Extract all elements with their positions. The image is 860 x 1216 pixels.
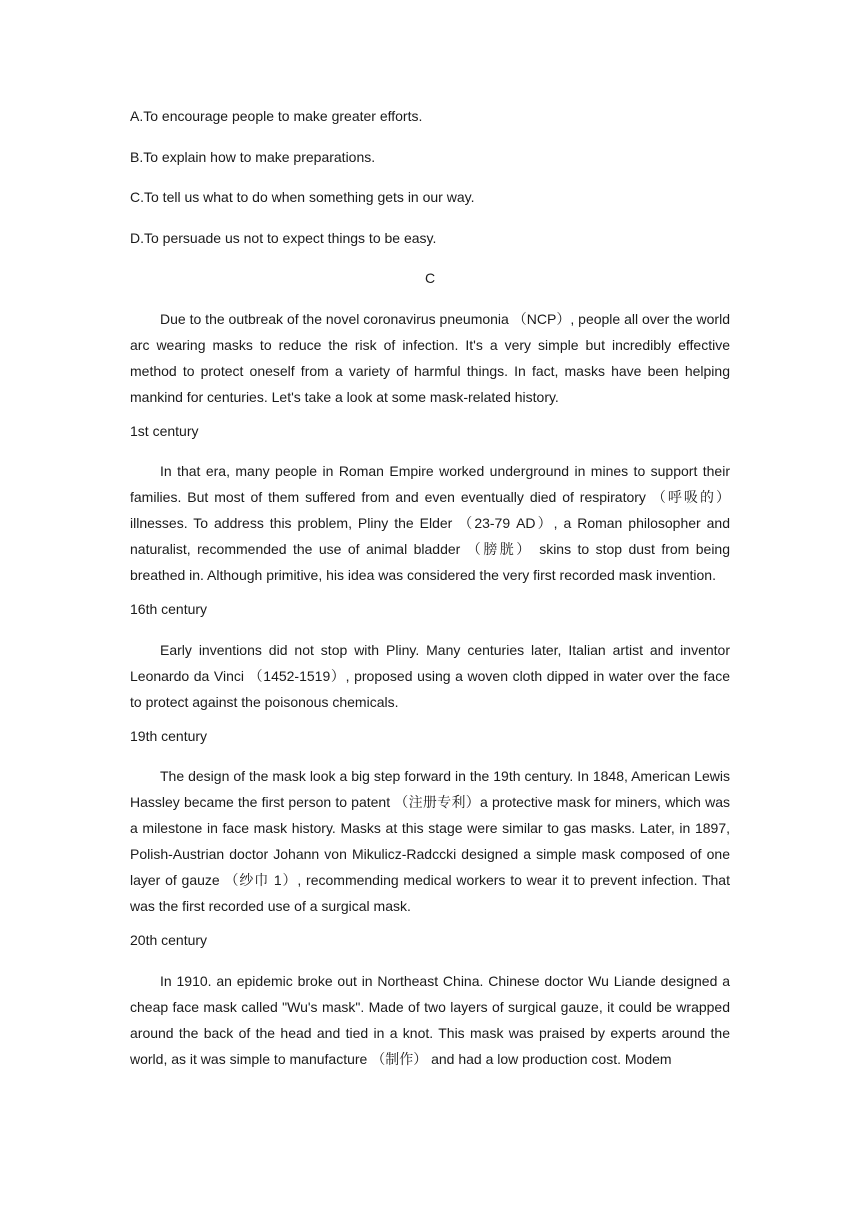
section-paragraph-19th-century: The design of the mask look a big step forward in the 19th century. In 1848, American Lewis Hassley became the first person to patent （注册专利）a protective mask for miners, which was a milestone in face mask history. Masks at this stage were similar to gas masks. Later, in 1897, Polish-Austrian doctor Johann von Mikulicz-Radccki designed a simple mask composed of one layer of gauze （纱巾 1）, recommending medical workers to wear it to prevent infection. That was the first recorded use of a surgical mask. [130, 768, 730, 914]
section-heading-19th-century: 19th century [130, 727, 208, 744]
answer-option-b: B.To explain how to make preparations. [130, 148, 376, 165]
section-paragraph-20th-century: In 1910. an epidemic broke out in Northeast China. Chinese doctor Wu Liande designed a cheap face mask called "Wu's mask". Made of two layers of surgical gauze, it could be wrapped around the back of the head and tied in a knot. This mask was praised by experts around the world, as it was simple to manufacture （制作） and had a low production cost. Modem [130, 972, 730, 1067]
answer-option-d: D.To persuade us not to expect things to be easy. [130, 229, 437, 246]
section-heading-16th-century: 16th century [130, 601, 208, 617]
answer-option-a: A.To encourage people to make greater efforts. [130, 108, 423, 124]
section-paragraph-16th-century: Early inventions did not stop with Pliny. Many centuries later, Italian artist and inventor Leonardo da Vinci （1452-1519）, proposed using a woven cloth dipped in water over the face to protect against the poisonous chemicals. [130, 641, 730, 710]
answer-option-c: C.To tell us what to do when something gets in our way. [130, 189, 475, 205]
section-heading-1st-century: 1st century [130, 422, 199, 439]
passage-letter: C [424, 270, 436, 286]
section-paragraph-1st-century: In that era, many people in Roman Empire worked underground in mines to support their families. But most of them suffered from and even eventually died of respiratory （呼吸的） illnesses. To address this problem, Pliny the Elder （23-79 AD）, a Roman philosopher and naturalist, recommended the use of animal bladder （膀胱） skins to stop dust from being breathed in. Although primitive, his idea was considered the very first recorded mask invention. [130, 463, 730, 583]
intro-paragraph: Due to the outbreak of the novel coronavirus pneumonia （NCP）, people all over the world arc wearing masks to reduce the risk of infection. It's a very simple but incredibly effective method to protect oneself from a variety of harmful things. In fact, masks have been helping mankind for centuries. Let's take a look at some mask-related history. [130, 310, 730, 405]
document-page [130, 106, 730, 1083]
section-heading-20th-century: 20th century [130, 932, 208, 948]
